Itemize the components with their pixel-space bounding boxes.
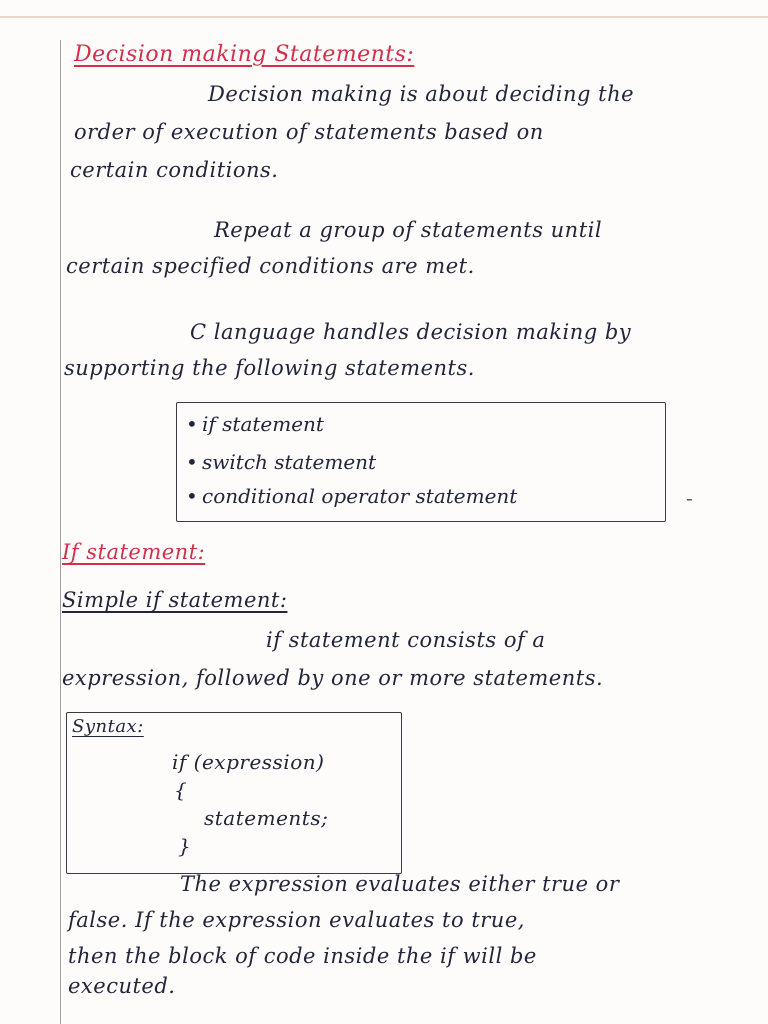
syntax-line-3: statements; (204, 806, 329, 830)
repeat-line-1: Repeat a group of statements until (214, 218, 603, 242)
list-item: • conditional operator statement (186, 484, 518, 508)
syntax-label: Syntax: (72, 716, 144, 737)
simple-if-desc-line-2: expression, followed by one or more statements. (62, 666, 604, 690)
repeat-line-2: certain specified conditions are met. (66, 254, 475, 278)
bullet-icon: • (186, 412, 198, 436)
list-item: • if statement (186, 412, 324, 436)
explanation-line-3: then the block of code inside the if will be (68, 944, 537, 968)
bullet-icon: • (186, 450, 198, 474)
c-lang-line-2: supporting the following statements. (64, 356, 475, 380)
bullet-icon: • (186, 484, 198, 508)
simple-if-desc-line-1: if statement consists of a (266, 628, 546, 652)
explanation-line-2: false. If the expression evaluates to true, (68, 908, 525, 932)
simple-if-heading: Simple if statement: (62, 588, 288, 612)
explanation-line-4: executed. (68, 974, 176, 998)
syntax-line-2: { (174, 778, 188, 802)
intro-line-2: order of execution of statements based on (74, 120, 544, 144)
trailing-dash: - (686, 486, 693, 510)
syntax-line-1: if (expression) (172, 750, 325, 774)
margin-line (60, 40, 61, 1024)
explanation-line-1: The expression evaluates either true or (180, 872, 620, 896)
intro-line-1: Decision making is about deciding the (208, 82, 635, 106)
if-statement-heading: If statement: (62, 540, 206, 564)
page-heading: Decision making Statements: (74, 42, 415, 67)
page-top-rule (0, 16, 768, 18)
intro-line-3: certain conditions. (70, 158, 279, 182)
c-lang-line-1: C language handles decision making by (190, 320, 632, 344)
syntax-line-4: } (178, 834, 192, 858)
list-item: • switch statement (186, 450, 377, 474)
